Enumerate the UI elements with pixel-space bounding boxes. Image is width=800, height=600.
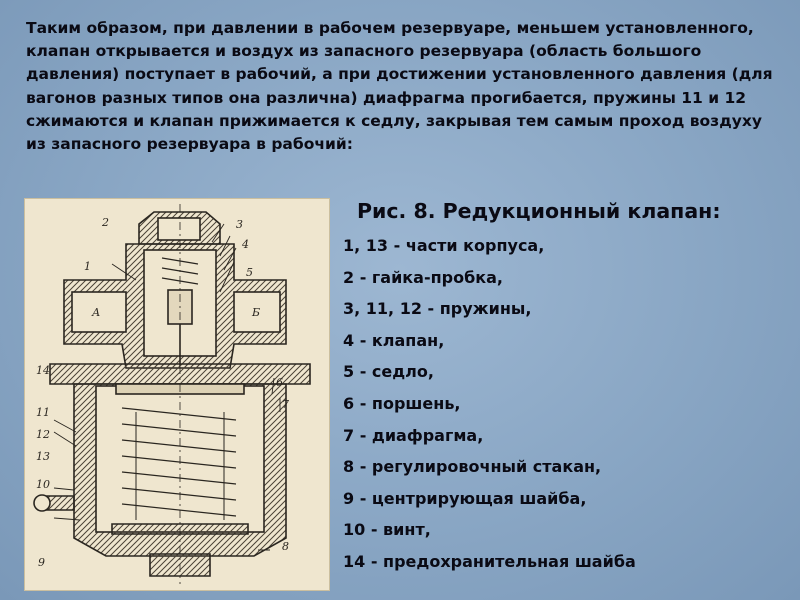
figure-label: 6 bbox=[276, 376, 283, 389]
figure-label: 10 bbox=[36, 478, 50, 491]
figure-label: 7 bbox=[282, 398, 289, 411]
legend-item: 1, 13 - части корпуса, bbox=[343, 236, 545, 255]
figure-label: 2 bbox=[102, 216, 109, 229]
legend-item: 6 - поршень, bbox=[343, 393, 461, 413]
valve-drawing bbox=[24, 198, 330, 591]
legend-item: 14 - предохранительная шайба bbox=[343, 551, 636, 571]
legend-item: 5 - седло, bbox=[343, 362, 434, 382]
legend-item: 10 - винт, bbox=[343, 520, 431, 540]
figure-label: 1 bbox=[84, 260, 91, 273]
legend-item: 4 - клапан, bbox=[343, 330, 445, 350]
legend-item: 3, 11, 12 - пружины, bbox=[343, 299, 532, 319]
figure-label: 13 bbox=[36, 450, 50, 463]
figure-label: 12 bbox=[36, 428, 50, 441]
intro-paragraph: Таким образом, при давлении в рабочем резервуаре, меньшем установленного, клапан открывается и воздух из запасного резервуара (область большого давления) поступает в рабочий, а при достижении установленного давления (для вагонов разных типов она различна) диафрагма прогибается, пружины 11 и 12 сжимаются и клапан прижимается к седлу, закрывая тем самым проход воздуху из запасного резервуара в рабочий: bbox=[26, 19, 773, 154]
legend-item: 2 - гайка-пробка, bbox=[343, 267, 503, 287]
legend-list bbox=[343, 237, 793, 585]
figure-label: А bbox=[92, 306, 101, 319]
figure-label: 11 bbox=[36, 406, 50, 419]
figure-label: 14 bbox=[36, 364, 50, 377]
figure-label: 4 bbox=[242, 238, 249, 251]
figure-label: Б bbox=[252, 306, 261, 319]
legend-item: 9 - центрирующая шайба, bbox=[343, 488, 587, 508]
figure-label: 3 bbox=[236, 218, 243, 231]
valve-diagram-svg bbox=[24, 198, 330, 591]
legend-item: 7 - диафрагма, bbox=[343, 425, 484, 445]
figure-label: 9 bbox=[38, 556, 45, 569]
figure-caption: Рис. 8. Редукционный клапан: bbox=[357, 199, 721, 223]
figure-label: 5 bbox=[246, 266, 253, 279]
figure-label: 8 bbox=[282, 540, 289, 553]
legend-item: 8 - регулировочный стакан, bbox=[343, 457, 602, 477]
